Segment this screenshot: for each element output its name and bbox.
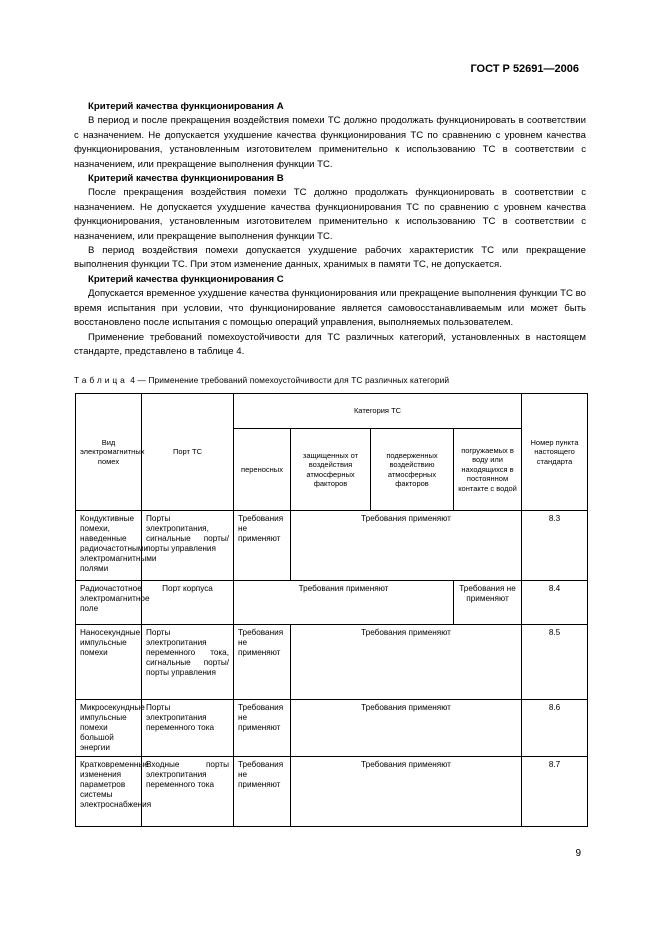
cell-clause: 8.4 [522, 581, 588, 625]
cell-port: Порт корпуса [142, 581, 234, 625]
cell-clause: 8.7 [522, 757, 588, 827]
header-exposed: подверженных воздействию атмосферных факторов [371, 429, 454, 511]
header-protected: защищенных от воздействия атмосферных факторов [291, 429, 371, 511]
criterion-a-title: Критерий качества функционирования А [88, 101, 284, 112]
header-submerged: погружаемых в воду или находящихся в постоянном контакте с водой [454, 429, 522, 511]
cell-requirements: Требования применяют [291, 511, 522, 581]
cell-port: Порты электропитания, сигнальные порты/порты управления [142, 511, 234, 581]
table-row [76, 511, 588, 581]
requirements-table [75, 393, 588, 827]
document-number: ГОСТ Р 52691—2006 [470, 63, 579, 75]
cell-portable: Требования не применяют [234, 625, 291, 700]
cell-requirements: Требования применяют [291, 700, 522, 757]
cell-type: Кратковременные изменения параметров системы электроснабжения [76, 757, 142, 827]
header-type: Вид электромагнитных помех [76, 394, 142, 511]
criterion-b-title: Критерий качества функционирования В [88, 173, 284, 185]
table-row [76, 700, 588, 757]
table-caption [74, 375, 449, 385]
criterion-c-text: Допускается временное ухудшение качества функционирования или прекращение выполнения функции ТС во время испытания при условии, что функционирование является самовосстанавливаемым или может быть восстановлено после испытания с помощью операций управления, выполняемых пользователем. [74, 288, 586, 329]
table-caption-text: 4 — Применение требований помехоустойчивости для ТС различных категорий [130, 375, 450, 385]
cell-requirements: Требования применяют [234, 581, 454, 625]
page-number: 9 [575, 848, 581, 859]
cell-clause: 8.6 [522, 700, 588, 757]
cell-type: Кондуктивные помехи, наведенные радиочастотными электромагнитными полями [76, 511, 142, 581]
body-text [74, 100, 586, 359]
cell-portable: Требования не применяют [234, 511, 291, 581]
table-row [76, 757, 588, 827]
table-row [76, 625, 588, 700]
criterion-b-text: После прекращения воздействия помехи ТС должно продолжать функционировать в соответствии с назначением. Не допускается ухудшение качества функционирования ТС по сравнению с уровнем качества функционирования, установленным изготовителем применительно к использованию ТС в соответствии с назначением, или прекращение выполнения функции ТС. [74, 187, 586, 242]
application-text: Применение требований помехоустойчивости для ТС различных категорий, установленных в настоящем стандарте, представлено в таблице 4. [74, 331, 586, 357]
header-port: Порт ТС [142, 394, 234, 511]
table-row [76, 581, 588, 625]
table-header-row [76, 394, 588, 429]
cell-port: Порты электропитания переменного тока, сигнальные порты/порты управления [142, 625, 234, 700]
cell-type: Микросекундные импульсные помехи большой энергии [76, 700, 142, 757]
cell-type: Радиочастотное электромагнитное поле [76, 581, 142, 625]
cell-requirements: Требования применяют [291, 625, 522, 700]
cell-portable: Требования не применяют [234, 700, 291, 757]
cell-portable: Требования не применяют [234, 757, 291, 827]
cell-port: Входные порты электропитания переменного тока [142, 757, 234, 827]
cell-port: Порты электропитания переменного тока [142, 700, 234, 757]
cell-clause: 8.3 [522, 511, 588, 581]
header-category: Категория ТС [234, 394, 522, 429]
table-caption-label: Таблица [74, 375, 128, 385]
criterion-b-text-2: В период воздействия помехи допускается ухудшение рабочих характеристик ТС или прекращение выполнения функции ТС. При этом изменение данных, хранимых в памяти ТС, не допускается. [74, 245, 586, 271]
cell-type: Наносекундные импульсные помехи [76, 625, 142, 700]
criterion-a-text: В период и после прекращения воздействия помехи ТС должно продолжать функционировать в соответствии с назначением. Не допускается ухудшение качества функционирования ТС по сравнению с уровнем качества функционирования, установленным изготовителем применительно к использованию ТС в соответствии с назначением, или прекращение выполнения функции ТС. [74, 115, 586, 170]
criterion-c-title: Критерий качества функционирования С [88, 273, 284, 285]
cell-submerged: Требования не применяют [454, 581, 522, 625]
header-clause: Номер пункта настоящего стандарта [522, 394, 588, 511]
cell-clause: 8.5 [522, 625, 588, 700]
cell-requirements: Требования применяют [291, 757, 522, 827]
header-portable: переносных [234, 429, 291, 511]
